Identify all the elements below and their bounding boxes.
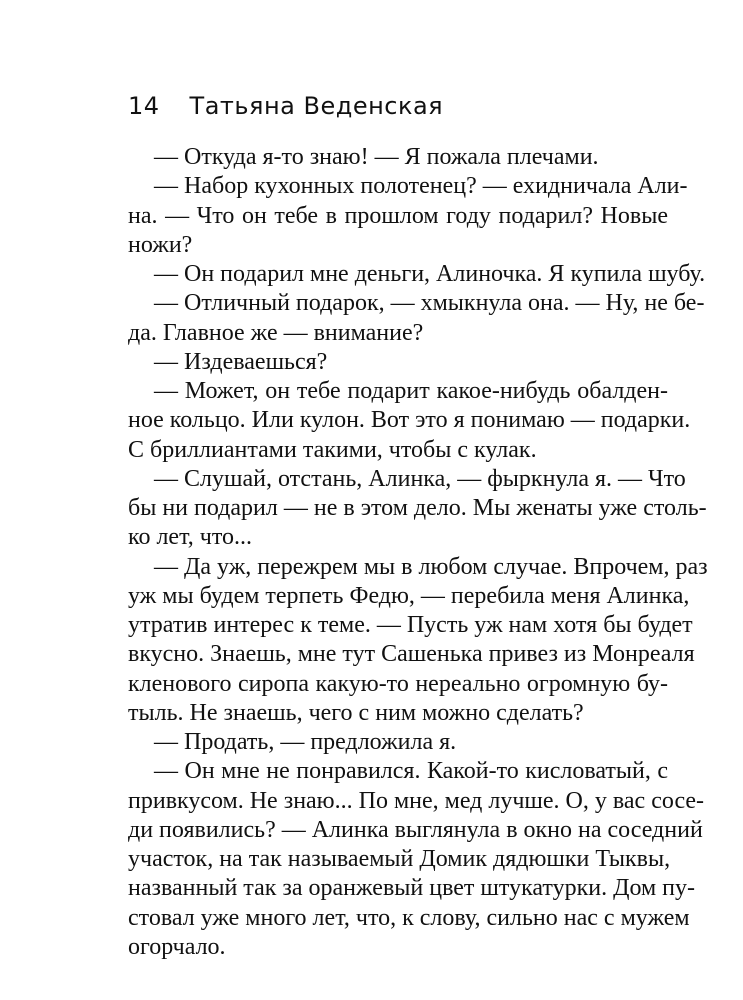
text-line: — Продать, — предложила я. bbox=[154, 729, 457, 755]
text-line: ди появились? — Алинка выглянула в окно на соседний bbox=[128, 816, 703, 843]
text-line: С бриллиантами такими, чтобы с кулак. bbox=[128, 436, 537, 463]
text-line: огорчало. bbox=[128, 933, 226, 960]
text-line: вкусно. Знаешь, мне тут Сашенька привез из Монреаля bbox=[128, 641, 695, 668]
text-line: — Может, он тебе подарит какое-нибудь обалден- bbox=[154, 378, 668, 404]
text-line: — Да уж, пережрем мы в любом случае. Впрочем, раз bbox=[154, 553, 708, 580]
text-line: ножи? bbox=[128, 231, 193, 258]
text-line: — Он мне не понравился. Какой-то кисловатый, с bbox=[154, 758, 668, 785]
text-line: утратив интерес к теме. — Пусть уж нам хотя бы будет bbox=[128, 612, 693, 638]
text-line: — Слушай, отстань, Алинка, — фыркнула я. — Что bbox=[154, 465, 686, 492]
text-line: — Набор кухонных полотенец? — ехидничала Али- bbox=[154, 173, 688, 200]
text-line: ко лет, что... bbox=[128, 524, 252, 551]
text-line: — Он подарил мне деньги, Алиночка. Я купила шубу. bbox=[154, 261, 706, 287]
author-name: Татьяна Веденская bbox=[189, 92, 444, 120]
running-header bbox=[128, 92, 443, 120]
text-line: привкусом. Не знаю... По мне, мед лучше. О, у вас сосе- bbox=[128, 787, 705, 814]
text-line: тыль. Не знаешь, чего с ним можно сделать? bbox=[128, 699, 584, 726]
text-line: названный так за оранжевый цвет штукатурки. Дом пу- bbox=[128, 875, 696, 902]
text-line: уж мы будем терпеть Федю, — перебила меня Алинка, bbox=[128, 582, 690, 609]
text-line: стовал уже много лет, что, к слову, сильно нас с мужем bbox=[128, 904, 690, 931]
text-line: участок, на так называемый Домик дядюшки Тыквы, bbox=[128, 846, 671, 872]
body-text bbox=[128, 143, 708, 962]
text-line: бы ни подарил — не в этом дело. Мы женаты уже столь- bbox=[128, 495, 707, 521]
text-line: — Издеваешься? bbox=[154, 348, 328, 375]
text-line: на. — Что он тебе в прошлом году подарил? Новые bbox=[128, 202, 668, 229]
page-number: 14 bbox=[128, 92, 160, 120]
text-line: да. Главное же — внимание? bbox=[128, 319, 424, 346]
text-line: — Откуда я-то знаю! — Я пожала плечами. bbox=[154, 144, 599, 170]
text-line: ное кольцо. Или кулон. Вот это я понимаю — подарки. bbox=[128, 407, 691, 434]
text-line: кленового сиропа какую-то нереально огромную бу- bbox=[128, 670, 668, 697]
text-line: — Отличный подарок, — хмыкнула она. — Ну, не бе- bbox=[154, 290, 705, 317]
